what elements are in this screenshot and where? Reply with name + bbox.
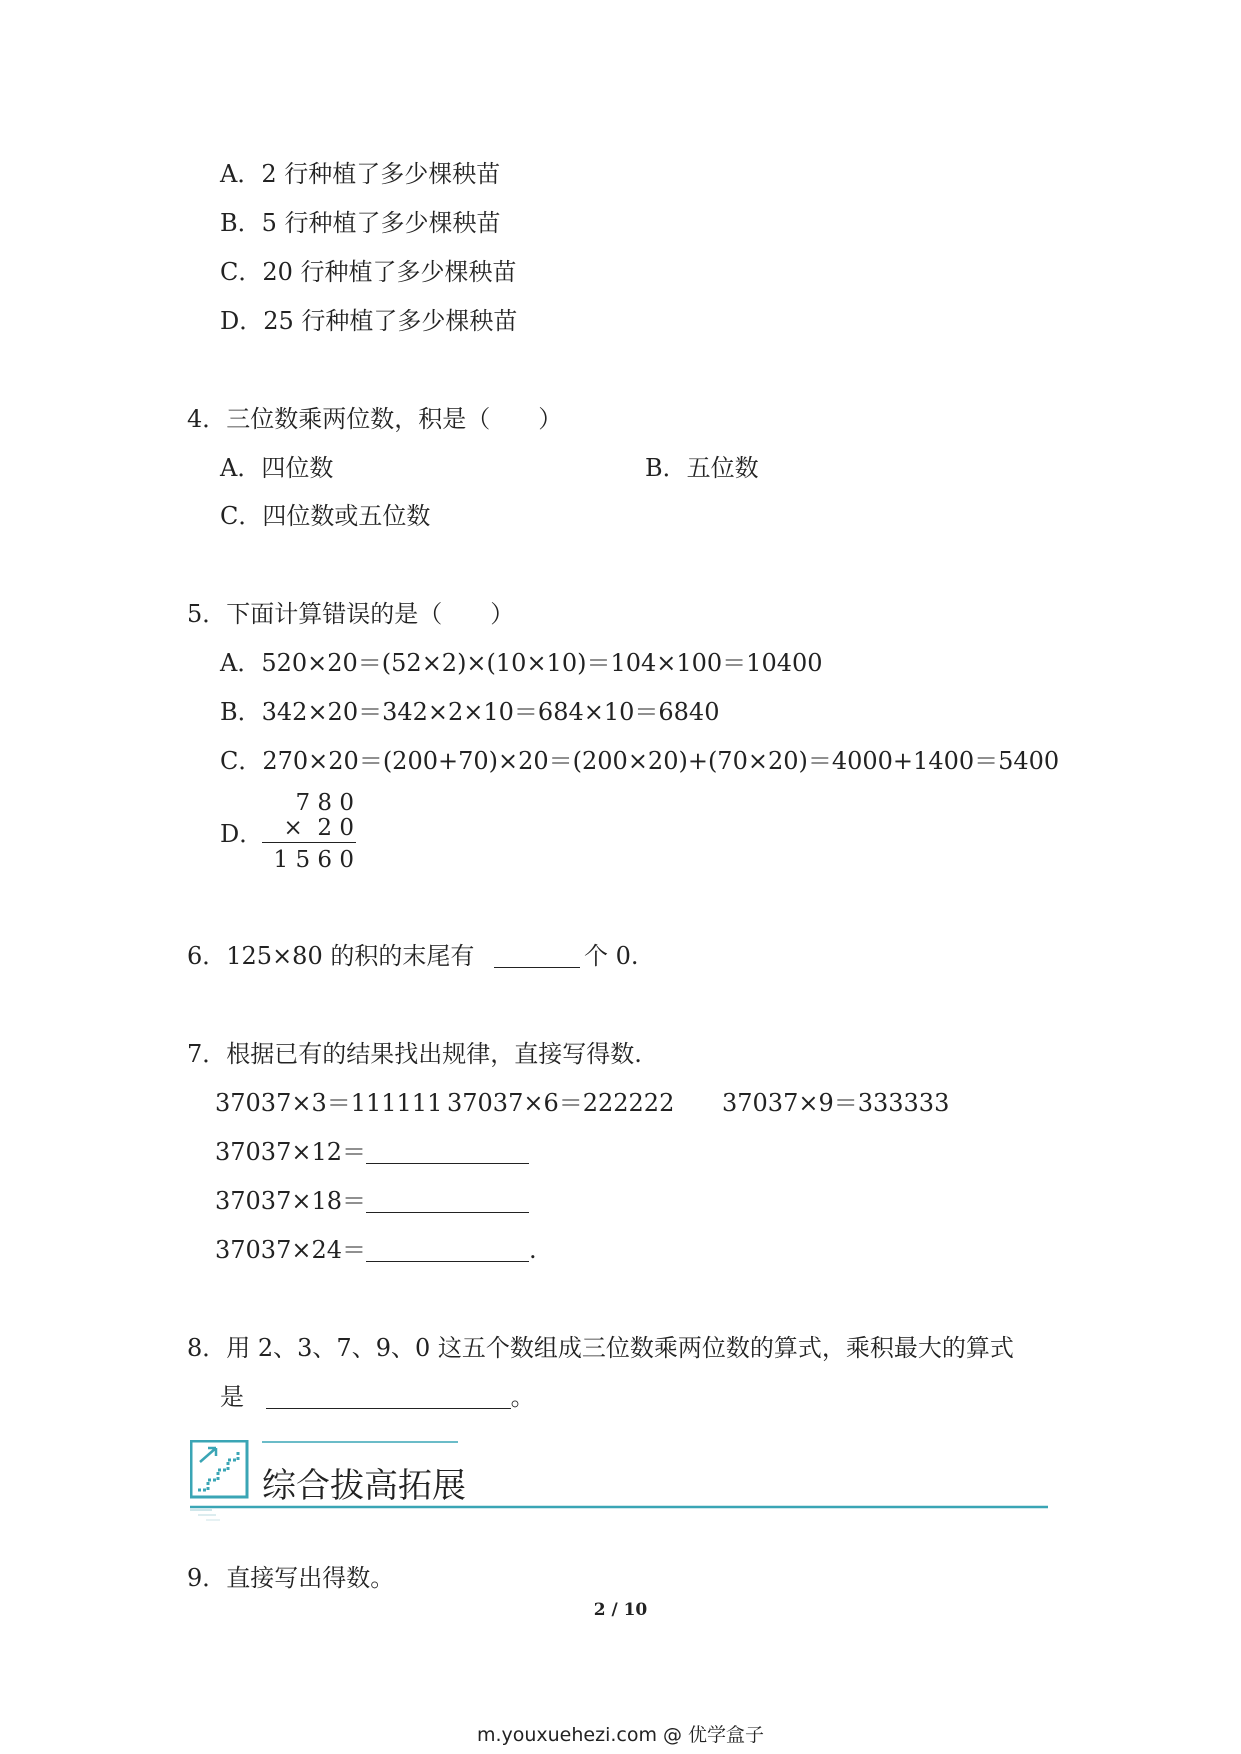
q5-option-b: B．342×20＝342×2×10＝684×10＝6840 [220,698,720,726]
q7-answer-blank-1[interactable] [366,1139,529,1164]
q6-text-end: 个 0. [584,942,639,970]
q7-row-3 [215,1234,537,1266]
vertical-top-number: 7 8 0 [295,790,354,816]
q8-line-1: 8．用 2、3、7、9、0 这五个数组成三位数乘两位数的算式，乘积最大的算式 [187,1334,1014,1362]
q7-row-3-end: . [529,1236,537,1264]
site-watermark: m.youxuehezi.com @ 优学盒子 [476,1724,765,1746]
q5-option-a: A．520×20＝(52×2)×(10×10)＝104×100＝10400 [220,649,823,677]
q7-expr-2: 37037×18＝ [215,1187,366,1215]
page-number: 2 / 10 [593,1600,648,1620]
section-header [190,1440,1050,1540]
q5-option-d-label: D． [220,820,264,848]
q7-answer-blank-2[interactable] [366,1188,529,1213]
vertical-rule [262,842,356,843]
q3-option-b: B．5 行种植了多少棵秧苗 [220,209,501,237]
q7-expr-1: 37037×12＝ [215,1138,366,1166]
q7-row-1 [215,1136,529,1168]
vertical-multiplier: × 2 0 [283,815,354,841]
q6-text: 6．125×80 的积的末尾有 [187,942,475,970]
q3-option-d: D．25 行种植了多少棵秧苗 [220,307,518,335]
vertical-result: 1 5 6 0 [273,847,354,873]
section-title: 综合拔高拓展 [262,1466,466,1506]
q8-answer-blank[interactable] [266,1384,511,1409]
q3-option-c: C．20 行种植了多少棵秧苗 [220,258,517,286]
q8-line-2 [220,1381,535,1413]
q8-prefix: 是 [220,1383,244,1411]
q7-row-2 [215,1185,529,1217]
q8-end: 。 [510,1383,535,1411]
q7-example-2: 37037×6＝222222 [447,1089,675,1117]
vertical-multiplication [262,790,362,880]
q4-stem: 4．三位数乘两位数，积是（ ） [187,405,563,433]
q4-option-c: C．四位数或五位数 [220,502,431,530]
q7-example-1: 37037×3＝111111 [215,1089,443,1117]
q4-option-a: A．四位数 [220,454,334,482]
q6-line [187,940,639,972]
q3-option-a: A．2 行种植了多少棵秧苗 [220,160,501,188]
q5-stem: 5．下面计算错误的是（ ） [187,600,515,628]
q6-answer-blank[interactable] [494,943,580,968]
q7-example-3: 37037×9＝333333 [722,1089,950,1117]
q5-option-c: C．270×20＝(200+70)×20＝(200×20)+(70×20)＝4000+1400＝5400 [220,747,1060,775]
q7-expr-3: 37037×24＝ [215,1236,366,1264]
q7-stem: 7．根据已有的结果找出规律，直接写得数. [187,1040,642,1068]
q7-answer-blank-3[interactable] [366,1237,529,1262]
q9-stem: 9．直接写出得数。 [187,1564,395,1592]
q4-option-b: B．五位数 [645,454,759,482]
